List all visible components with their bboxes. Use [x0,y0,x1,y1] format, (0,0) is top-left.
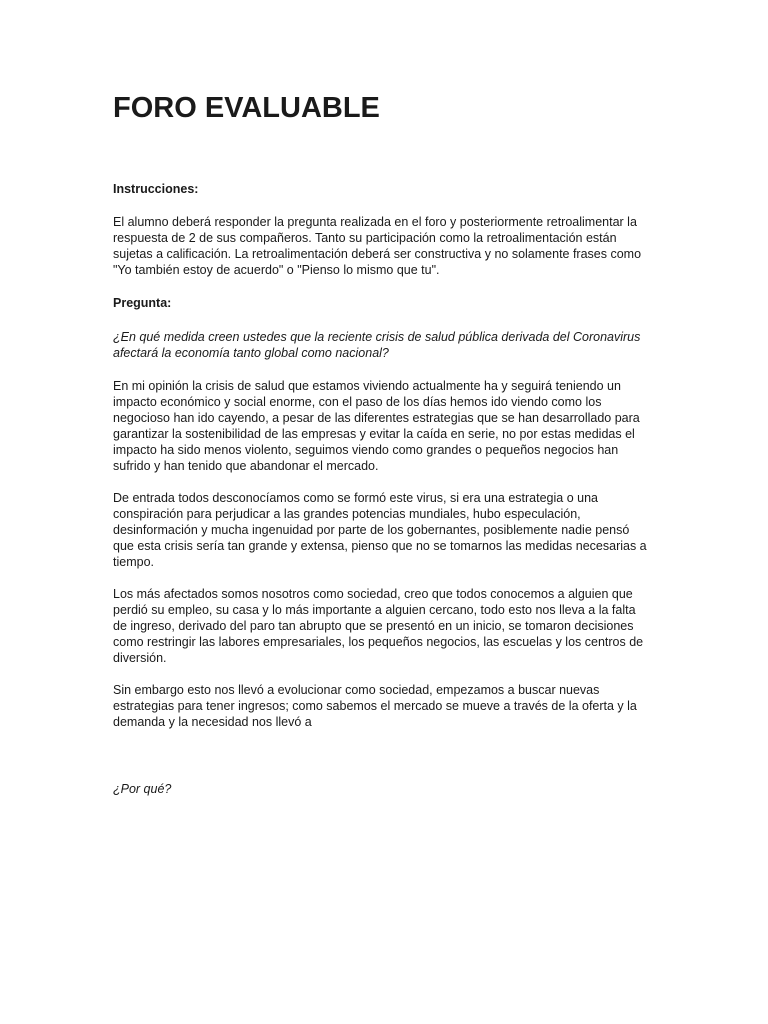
question-paragraph [113,329,681,361]
answer-line: De entrada todos desconocíamos como se formó este virus, si era una estrategia o una [113,491,598,505]
answer-line: diversión. [113,651,167,665]
instructions-label: Instrucciones: [113,182,199,196]
answer-line: demanda y la necesidad nos llevó a [113,715,312,729]
answer-line: negocioso han ido cayendo, a pesar de las diferentes estrategias que se han desarrollado para [113,411,640,425]
answer-line: sufrido y han tenido que abandonar el mercado. [113,459,379,473]
instructions-line: respuesta de 2 de sus compañeros. Tanto su participación como la retroalimentación están [113,231,617,245]
question-line: ¿En qué medida creen ustedes que la reciente crisis de salud pública derivada del Coronavirus [113,330,641,344]
answer-line: Sin embargo esto nos llevó a evolucionar como sociedad, empezamos a buscar nuevas [113,683,600,697]
answer-line: En mi opinión la crisis de salud que estamos viviendo actualmente ha y seguirá teniendo un [113,379,621,393]
answer-line: Los más afectados somos nosotros como sociedad, creo que todos conocemos a alguien que [113,587,633,601]
answer-line: desinformación y mucha ingenuidad por parte de los gobernantes, posiblemente nadie pensó [113,523,630,537]
answer-paragraph-4 [113,682,681,730]
answer-line: impacto ha sido menos violento, seguimos viendo como grandes o pequeños negocios han [113,443,619,457]
answer-line: conspiración para perjudicar a las grandes potencias mundiales, hubo especulación, [113,507,581,521]
instructions-line: El alumno deberá responder la pregunta realizada en el foro y posteriormente retroalimentar la [113,215,637,229]
answer-line: tiempo. [113,555,154,569]
answer-paragraph-1 [113,378,681,474]
instructions-paragraph [113,214,681,278]
page-title: FORO EVALUABLE [113,92,380,124]
answer-line: que esta crisis sería tan grande y extensa, pienso que no se tomarnos las medidas necesarias a [113,539,647,553]
answer-line: impacto económico y social enorme, con el paso de los días hemos ido viendo como los [113,395,602,409]
question-line: afectará la economía tanto global como nacional? [113,346,389,360]
answer-line: estrategias para tener ingresos; como sabemos el mercado se mueve a través de la oferta y la [113,699,637,713]
answer-paragraph-3 [113,586,681,666]
answer-paragraph-2 [113,490,681,570]
answer-line: como restringir las labores empresariales, los pequeños negocios, las escuelas y los centros de [113,635,644,649]
instructions-line: sujetas a calificación. La retroalimentación deberá ser constructiva y no solamente frases como [113,247,642,261]
followup-question: ¿Por qué? [113,782,172,796]
answer-line: de ingreso, derivado del paro tan abrupto que se presentó en un inicio, se tomaron decisiones [113,619,634,633]
answer-line: garantizar la sostenibilidad de las empresas y evitar la caída en serie, no por estas medidas el [113,427,635,441]
question-label: Pregunta: [113,296,172,310]
answer-line: perdió su empleo, su casa y lo más importante a alguien cercano, todo esto nos lleva a la falta [113,603,636,617]
instructions-line: "Yo también estoy de acuerdo" o "Pienso lo mismo que tu". [113,263,440,277]
